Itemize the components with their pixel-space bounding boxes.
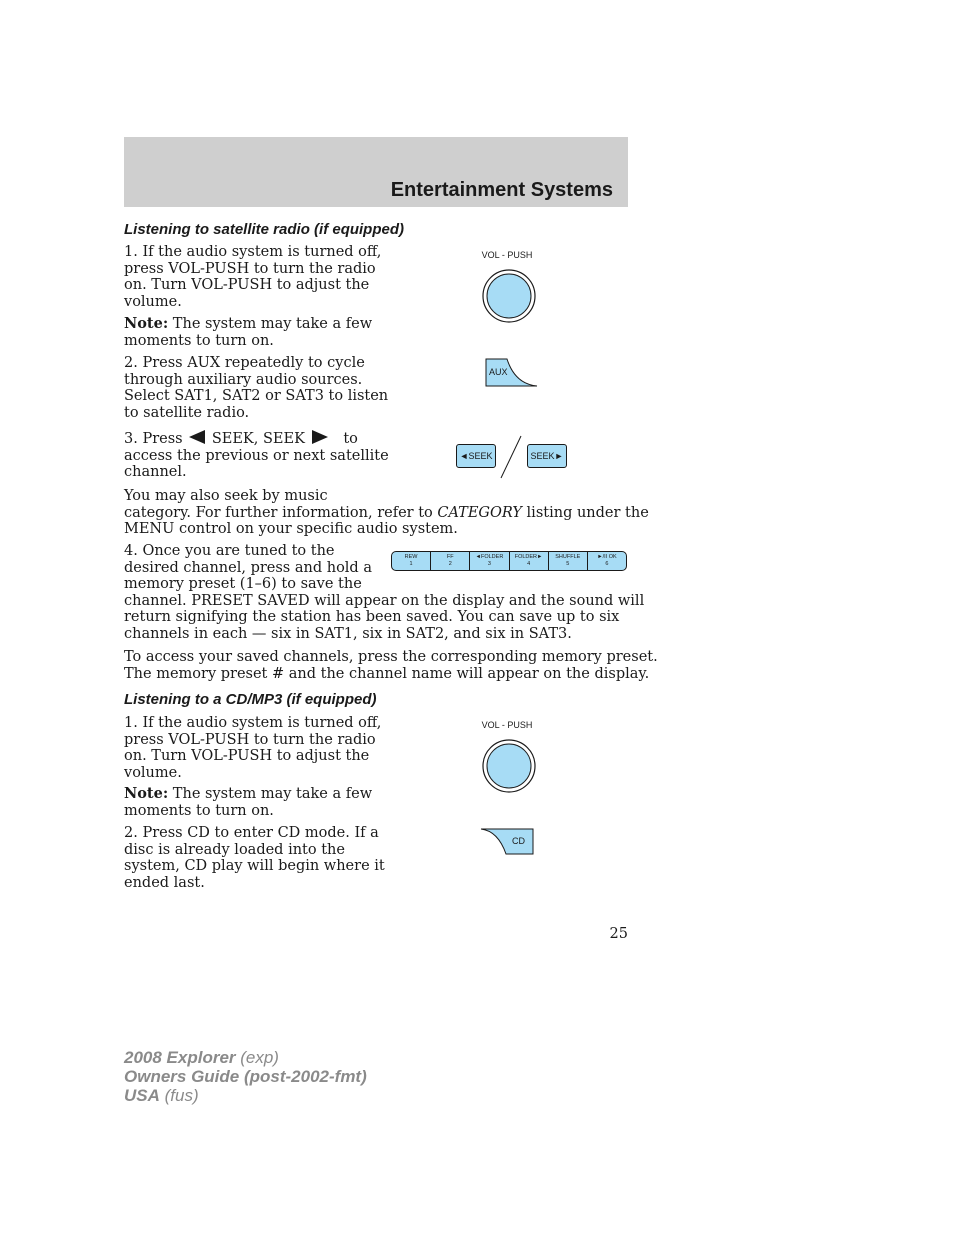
satellite-step-3: 3. Press SEEK, SEEK to access the previous or next satellite channel. [124, 431, 389, 480]
satellite-step-4: 4. Once you are tuned to the desired channel, press and hold a memory preset (1–6) to save the channel. PRESET SAVED will appear on the display and the sound will return signifying the station has been saved. You can save up to six channels in each — six in SAT1, six in SAT2, and six in SAT3. [124, 543, 645, 642]
vol-push-label-cd: VOL - PUSH [481, 720, 533, 730]
preset-2: FF 2 [431, 552, 470, 570]
preset-6: ►/II OK 6 [597, 554, 617, 567]
cd-button-label: CD [512, 836, 525, 846]
aux-button-icon [485, 358, 541, 388]
preset-4: FOLDER► 4 [510, 552, 549, 570]
access-presets-paragraph: To access your saved channels, press the corresponding memory preset. The memory preset # and the channel name will appear on the display. [124, 649, 658, 682]
satellite-step-1: 1. If the audio system is turned off, press VOL-PUSH to turn the radio on. Turn VOL-PUSH to adjust the volume. [124, 244, 382, 310]
seek-divider-slash [497, 434, 525, 480]
aux-button-label: AUX [489, 367, 508, 377]
cd-step-1: 1. If the audio system is turned off, press VOL-PUSH to turn the radio on. Turn VOL-PUSH to adjust the volume. [124, 715, 382, 781]
preset-5: SHUFFLE 5 [549, 552, 588, 570]
section-heading-cd: Listening to a CD/MP3 (if equipped) [124, 691, 377, 708]
cd-step-2: 2. Press CD to enter CD mode. If a disc is already loaded into the system, CD play will begin where it ended last. [124, 825, 385, 891]
vol-push-knob-cd-icon [481, 738, 537, 794]
seek-category-paragraph: You may also seek by music category. For further information, refer to CATEGORY listing under the MENU control on your specific audio system. [124, 488, 649, 537]
chapter-title: Entertainment Systems [390, 179, 613, 201]
vol-push-label: VOL - PUSH [481, 250, 533, 260]
satellite-note: Note: The system may take a few moments to turn on. [124, 315, 373, 349]
section-heading-satellite: Listening to satellite radio (if equipped) [124, 221, 405, 238]
preset-3: ◄FOLDER 3 [470, 552, 509, 570]
header-band [124, 137, 628, 207]
seek-forward-triangle-icon [310, 429, 330, 445]
preset-1: REW 1 [392, 552, 431, 570]
satellite-step-2: 2. Press AUX repeatedly to cycle through auxiliary audio sources. Select SAT1, SAT2 or SAT3 to listen to satellite radio. [124, 355, 389, 421]
cd-button-icon [480, 827, 536, 857]
seek-back-button: ◄SEEK [456, 444, 496, 468]
seek-forward-button: SEEK► [527, 444, 567, 468]
memory-preset-strip [391, 551, 627, 571]
document-footer: 2008 Explorer (exp) Owners Guide (post-2002-fmt) USA (fus) [124, 1048, 367, 1105]
vol-push-knob-icon [481, 268, 537, 324]
cd-note: Note: The system may take a few moments to turn on. [124, 785, 373, 819]
page-number: 25 [609, 926, 628, 942]
seek-back-triangle-icon [187, 429, 207, 445]
